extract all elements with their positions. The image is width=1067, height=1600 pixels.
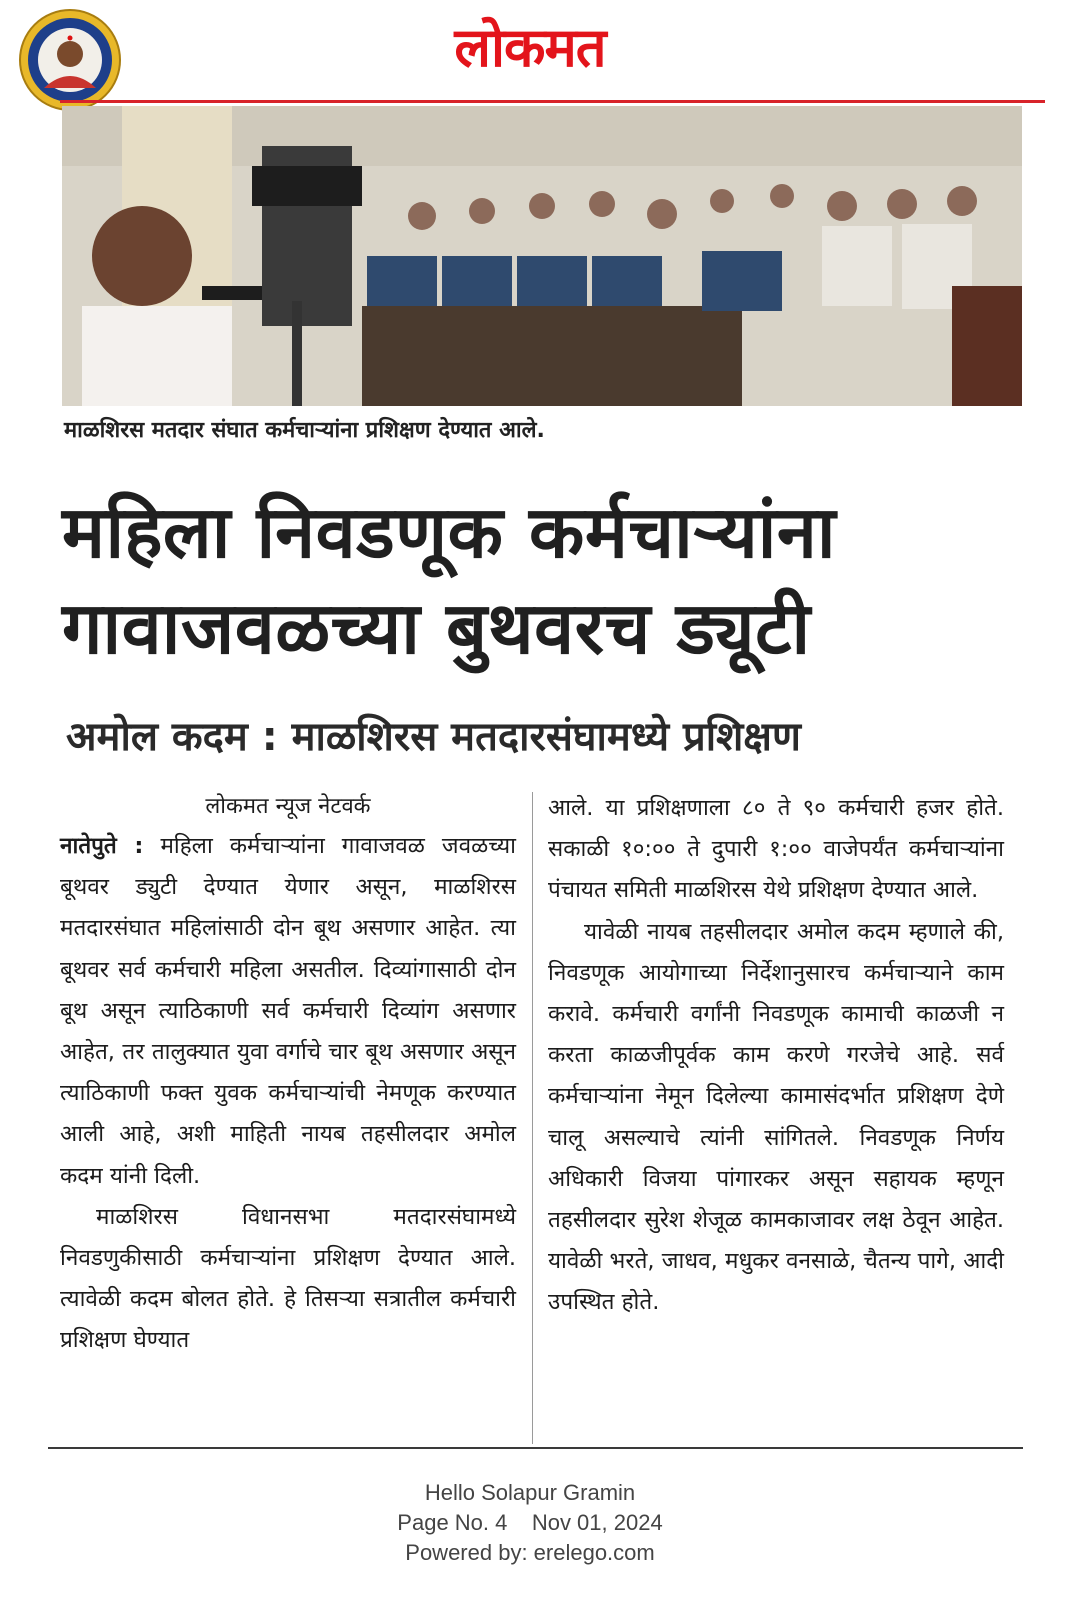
footer-page-date: Page No. 4 Nov 01, 2024	[397, 1510, 663, 1535]
article-paragraph-3: यावेळी नायब तहसीलदार अमोल कदम म्हणाले की, निवडणूक आयोगाच्या निर्देशानुसारच कर्मचाऱ्याने काम करावे. कर्मचारी वर्गांनी निवडणूक कामाची काळजी न करता काळजीपूर्वक काम करणे गरजेचे आहे. सर्व कर्मचाऱ्यांना नेमून दिलेल्या कामासंदर्भात प्रशिक्षण देणे चालू असल्याचे त्यांनी सांगितले. निवडणूक निर्णय अधिकारी विजया पांगारकर असून सहायक म्हणून तहसीलदार सुरेश शेजूळ कामकाजावर लक्ष ठेवून आहेत. यावेळी भरते, जाधव, मधुकर वनसाळे, चैतन्य पागे, आदी उपस्थित होते.	[548, 918, 1004, 1316]
article-paragraph-2-continued: आले. या प्रशिक्षणाला ८० ते ९० कर्मचारी हजर होते. सकाळी १०:०० ते दुपारी १:०० वाजेपर्यंत कर्मचाऱ्यांना पंचायत समिती माळशिरस येथे प्रशिक्षण देण्यात आले.	[548, 795, 1004, 904]
footer-edition: Hello Solapur Gramin	[424, 1480, 636, 1505]
byline: लोकमत न्यूज नेटवर्क	[205, 794, 371, 819]
subheadline: अमोल कदम : माळशिरस मतदारसंघामध्ये प्रशिक्षण	[66, 714, 801, 760]
column-separator	[532, 792, 533, 1444]
article-paragraph-2: माळशिरस विधानसभा मतदारसंघामध्ये निवडणुकीसाठी कर्मचाऱ्यांना प्रशिक्षण देण्यात आले. त्यावेळी कदम बोलत होते. हे तिसऱ्या सत्रातील कर्मचारी प्रशिक्षण घेण्यात	[60, 1203, 516, 1354]
headline	[62, 484, 1022, 676]
headline-line-1: महिला निवडणूक कर्मचाऱ्यांना	[62, 490, 837, 574]
masthead-divider	[60, 100, 1045, 103]
article-paragraph-1	[60, 826, 516, 1197]
article-column-right	[548, 788, 1004, 1324]
dateline: नातेपुते :	[60, 833, 144, 859]
footer-powered-by: Powered by: erelego.com	[405, 1540, 655, 1565]
seal-logo	[18, 8, 122, 112]
paragraph-1-text: महिला कर्मचाऱ्यांना गावाजवळ जवळच्या बूथवर ड्युटी देण्यात येणार असून, माळशिरस मतदारसंघात महिलांसाठी दोन बूथ असणार आहेत. त्या बूथवर सर्व कर्मचारी महिला असतील. दिव्यांगासाठी दोन बूथ असून त्याठिकाणी सर्व कर्मचारी दिव्यांग असणार आहेत, तर तालुक्यात युवा वर्गाचे चार बूथ असणार असून त्याठिकाणी फक्त युवक कर्मचाऱ्यांची नेमणूक करण्यात आली आहे, अशी माहिती नायब तहसीलदार अमोल कदम यांनी दिली.	[60, 833, 517, 1189]
page-footer	[300, 1478, 760, 1568]
headline-line-2: गावाजवळच्या बुथवरच ड्यूटी	[62, 586, 811, 670]
photo-caption: माळशिरस मतदार संघात कर्मचाऱ्यांना प्रशिक्षण देण्यात आले.	[64, 418, 545, 443]
article-photo	[62, 106, 1022, 406]
article-bottom-rule	[48, 1447, 1023, 1449]
newspaper-masthead: लोकमत	[454, 16, 606, 79]
article-column-left	[60, 788, 516, 1362]
